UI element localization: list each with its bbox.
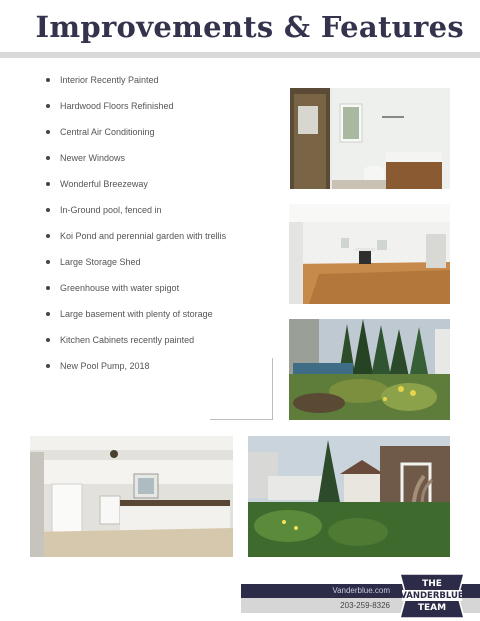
- logo-line-vanderblue: VANDERBLUE: [400, 591, 464, 601]
- corner-accent-vertical: [272, 358, 273, 420]
- feature-text: In-Ground pool, fenced in: [60, 205, 162, 215]
- feature-text: Koi Pond and perennial garden with trellis: [60, 231, 227, 241]
- feature-item: [44, 256, 226, 282]
- feature-text: Newer Windows: [60, 153, 126, 163]
- feature-text: Large basement with plenty of storage: [60, 309, 213, 319]
- feature-item: [44, 282, 226, 308]
- feature-item: [44, 334, 226, 360]
- page-title: Improvements & Features: [35, 10, 464, 44]
- bathroom-photo: [290, 88, 450, 189]
- feature-item: [44, 230, 226, 256]
- feature-text: Interior Recently Painted: [60, 75, 159, 85]
- feature-item: [44, 74, 226, 100]
- bullet-icon: [46, 234, 50, 238]
- bullet-icon: [46, 312, 50, 316]
- feature-text: Central Air Conditioning: [60, 127, 155, 137]
- feature-item: [44, 360, 226, 386]
- feature-text: Hardwood Floors Refinished: [60, 101, 174, 111]
- bullet-icon: [46, 208, 50, 212]
- logo-line-the: THE: [422, 579, 442, 589]
- corner-accent-horizontal: [210, 419, 273, 420]
- features-list: [44, 74, 226, 386]
- kitchen-photo: [30, 436, 233, 557]
- feature-text: Greenhouse with water spigot: [60, 283, 180, 293]
- phone-number: 203-259-8326: [340, 601, 390, 610]
- logo-line-team: TEAM: [417, 603, 447, 613]
- feature-item: [44, 178, 226, 204]
- yard-trellis-photo: [248, 436, 450, 557]
- living-room-photo: [289, 204, 450, 304]
- feature-text: Kitchen Cabinets recently painted: [60, 335, 195, 345]
- bullet-icon: [46, 78, 50, 82]
- bullet-icon: [46, 286, 50, 290]
- website-link[interactable]: Vanderblue.com: [332, 586, 390, 595]
- feature-item: [44, 100, 226, 126]
- bullet-icon: [46, 182, 50, 186]
- garden-photo: [289, 319, 450, 420]
- bullet-icon: [46, 260, 50, 264]
- feature-item: [44, 126, 226, 152]
- feature-item: [44, 204, 226, 230]
- bullet-icon: [46, 364, 50, 368]
- bullet-icon: [46, 130, 50, 134]
- feature-item: [44, 308, 226, 334]
- bullet-icon: [46, 104, 50, 108]
- feature-text: Wonderful Breezeway: [60, 179, 148, 189]
- feature-text: Large Storage Shed: [60, 257, 141, 267]
- title-divider: [0, 52, 480, 58]
- bullet-icon: [46, 338, 50, 342]
- feature-text: New Pool Pump, 2018: [60, 361, 150, 371]
- bullet-icon: [46, 156, 50, 160]
- feature-item: [44, 152, 226, 178]
- vanderblue-team-logo: [398, 572, 466, 620]
